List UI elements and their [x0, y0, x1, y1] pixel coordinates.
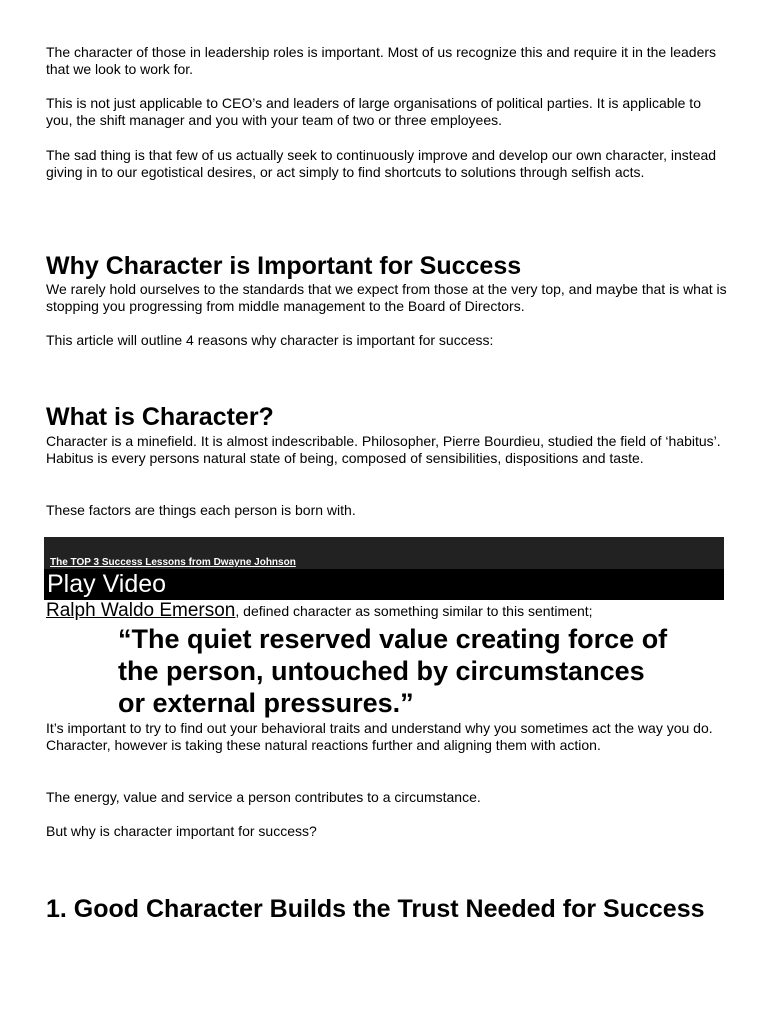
- why-important-paragraph: But why is character important for success?: [46, 823, 317, 839]
- play-video-button[interactable]: [44, 569, 724, 600]
- blockquote: “The quiet reserved value creating force of the person, untouched by circumstances or external pressures.”: [118, 624, 668, 718]
- applicability-paragraph: This is not just applicable to CEO’s and leaders of large organisations of political parties. It is applicable to you, the shift manager and you with your team of two or three employees.: [46, 95, 701, 128]
- sad-thing-paragraph: The sad thing is that few of us actually seek to continuously improve and develop our own character, instead giving in to our egotistical desires, or act simply to find shortcuts to solutions through selfish acts.: [46, 147, 717, 180]
- born-with-paragraph: These factors are things each person is born with.: [46, 502, 356, 518]
- intro-paragraph: The character of those in leadership roles is important. Most of us recognize this and require it in the leaders that we look to work for.: [46, 44, 717, 77]
- minefield-paragraph: Character is a minefield. It is almost indescribable. Philosopher, Pierre Bourdieu, studied the field of ‘habitus’. Habitus is every persons natural state of being, composed of sensibilities, dispositions and taste.: [46, 433, 721, 466]
- emerson-line: [46, 600, 736, 622]
- heading-why-character: Why Character is Important for Success: [46, 252, 522, 280]
- outline-paragraph: This article will outline 4 reasons why character is important for success:: [46, 332, 494, 348]
- standards-paragraph: We rarely hold ourselves to the standards that we expect from those at the very top, and maybe that is what is stopping you progressing from middle management to the Board of Directors.: [46, 281, 727, 314]
- emerson-link[interactable]: Ralph Waldo Emerson: [46, 600, 236, 621]
- behavioral-traits-paragraph: It’s important to try to find out your behavioral traits and understand why you sometimes act the way you do. Character, however is taking these natural reactions further and aligning them with action.: [46, 720, 713, 753]
- video-embed[interactable]: [44, 537, 724, 600]
- heading-good-character-trust: 1. Good Character Builds the Trust Needed for Success: [46, 895, 705, 923]
- play-video-label: Play Video: [47, 570, 167, 598]
- energy-value-paragraph: The energy, value and service a person contributes to a circumstance.: [46, 789, 481, 805]
- emerson-sentence: , defined character as something similar to this sentiment;: [235, 603, 593, 619]
- heading-what-is-character: What is Character?: [46, 403, 274, 431]
- video-title-link[interactable]: The TOP 3 Success Lessons from Dwayne Johnson: [50, 557, 296, 568]
